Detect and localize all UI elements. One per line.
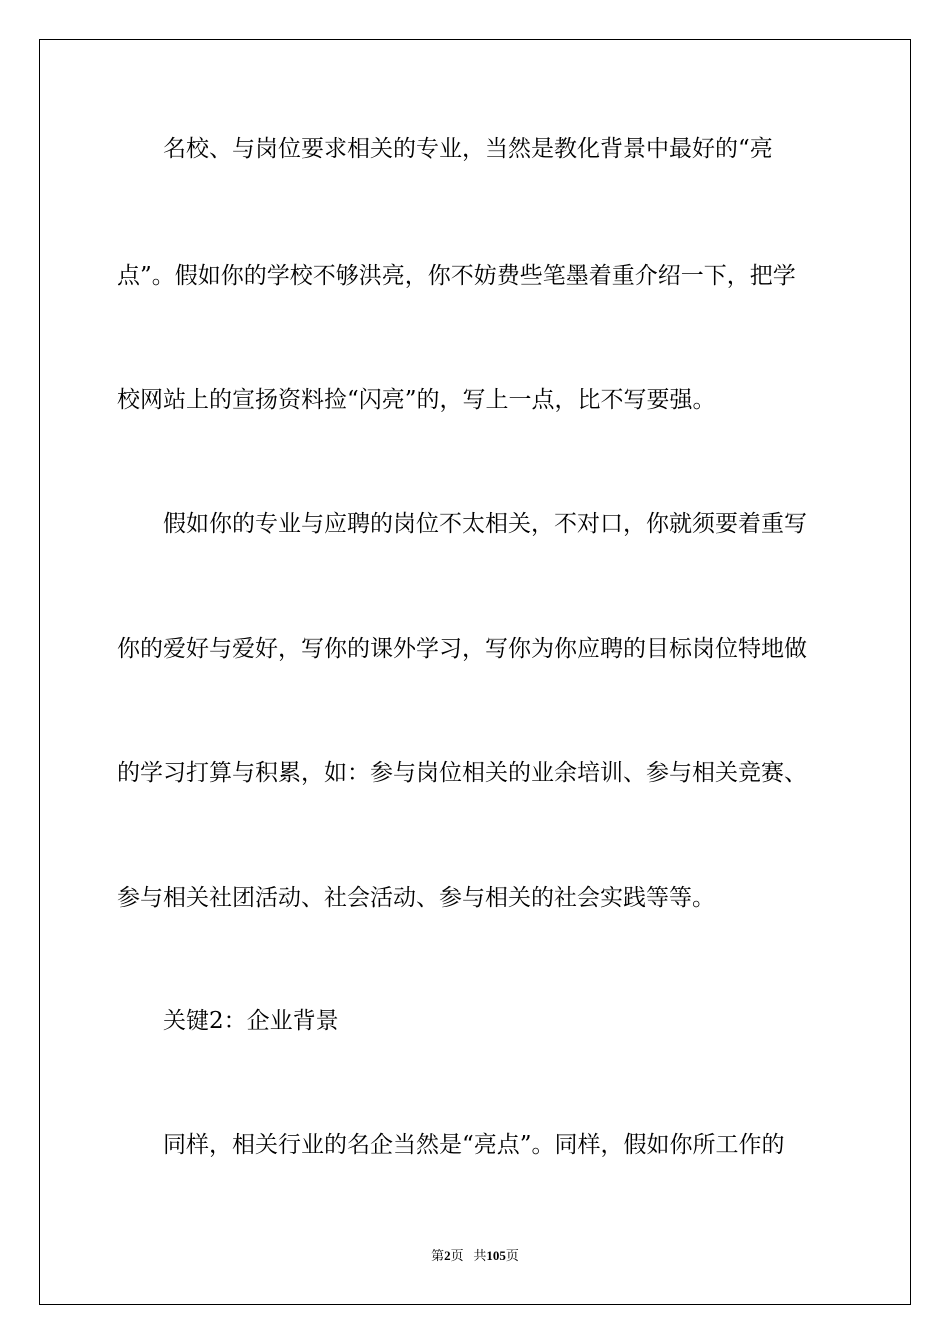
footer-page-suffix: 页 <box>450 1248 464 1263</box>
text-line: 名校、与岗位要求相关的专业，当然是教化背景中最好的“亮 <box>117 136 773 162</box>
footer-total-prefix: 共 <box>473 1248 487 1263</box>
footer-page-number: 2 <box>444 1248 451 1263</box>
section-heading: 关键2：企业背景 <box>117 1008 339 1034</box>
page-border <box>39 39 911 1305</box>
text-line: 的学习打算与积累，如：参与岗位相关的业余培训、参与相关竞赛、 <box>117 760 807 786</box>
text-line: 参与相关社团活动、社会活动、参与相关的社会实践等等。 <box>117 885 715 911</box>
text-line: 假如你的专业与应聘的岗位不太相关，不对口，你就须要着重写 <box>117 511 807 537</box>
footer-total-suffix: 页 <box>505 1248 519 1263</box>
text-line: 你的爱好与爱好，写你的课外学习，写你为你应聘的目标岗位特地做 <box>117 636 807 662</box>
page-footer <box>0 1247 950 1265</box>
footer-total-pages: 105 <box>486 1248 506 1263</box>
text-line: 校网站上的宣扬资料捡“闪亮”的，写上一点，比不写要强。 <box>117 387 716 413</box>
text-line: 点”。假如你的学校不够洪亮，你不妨费些笔墨着重介绍一下，把学 <box>117 263 796 289</box>
text-line: 同样，相关行业的名企当然是“亮点”。同样，假如你所工作的 <box>117 1132 785 1158</box>
footer-prefix: 第 <box>431 1248 445 1263</box>
